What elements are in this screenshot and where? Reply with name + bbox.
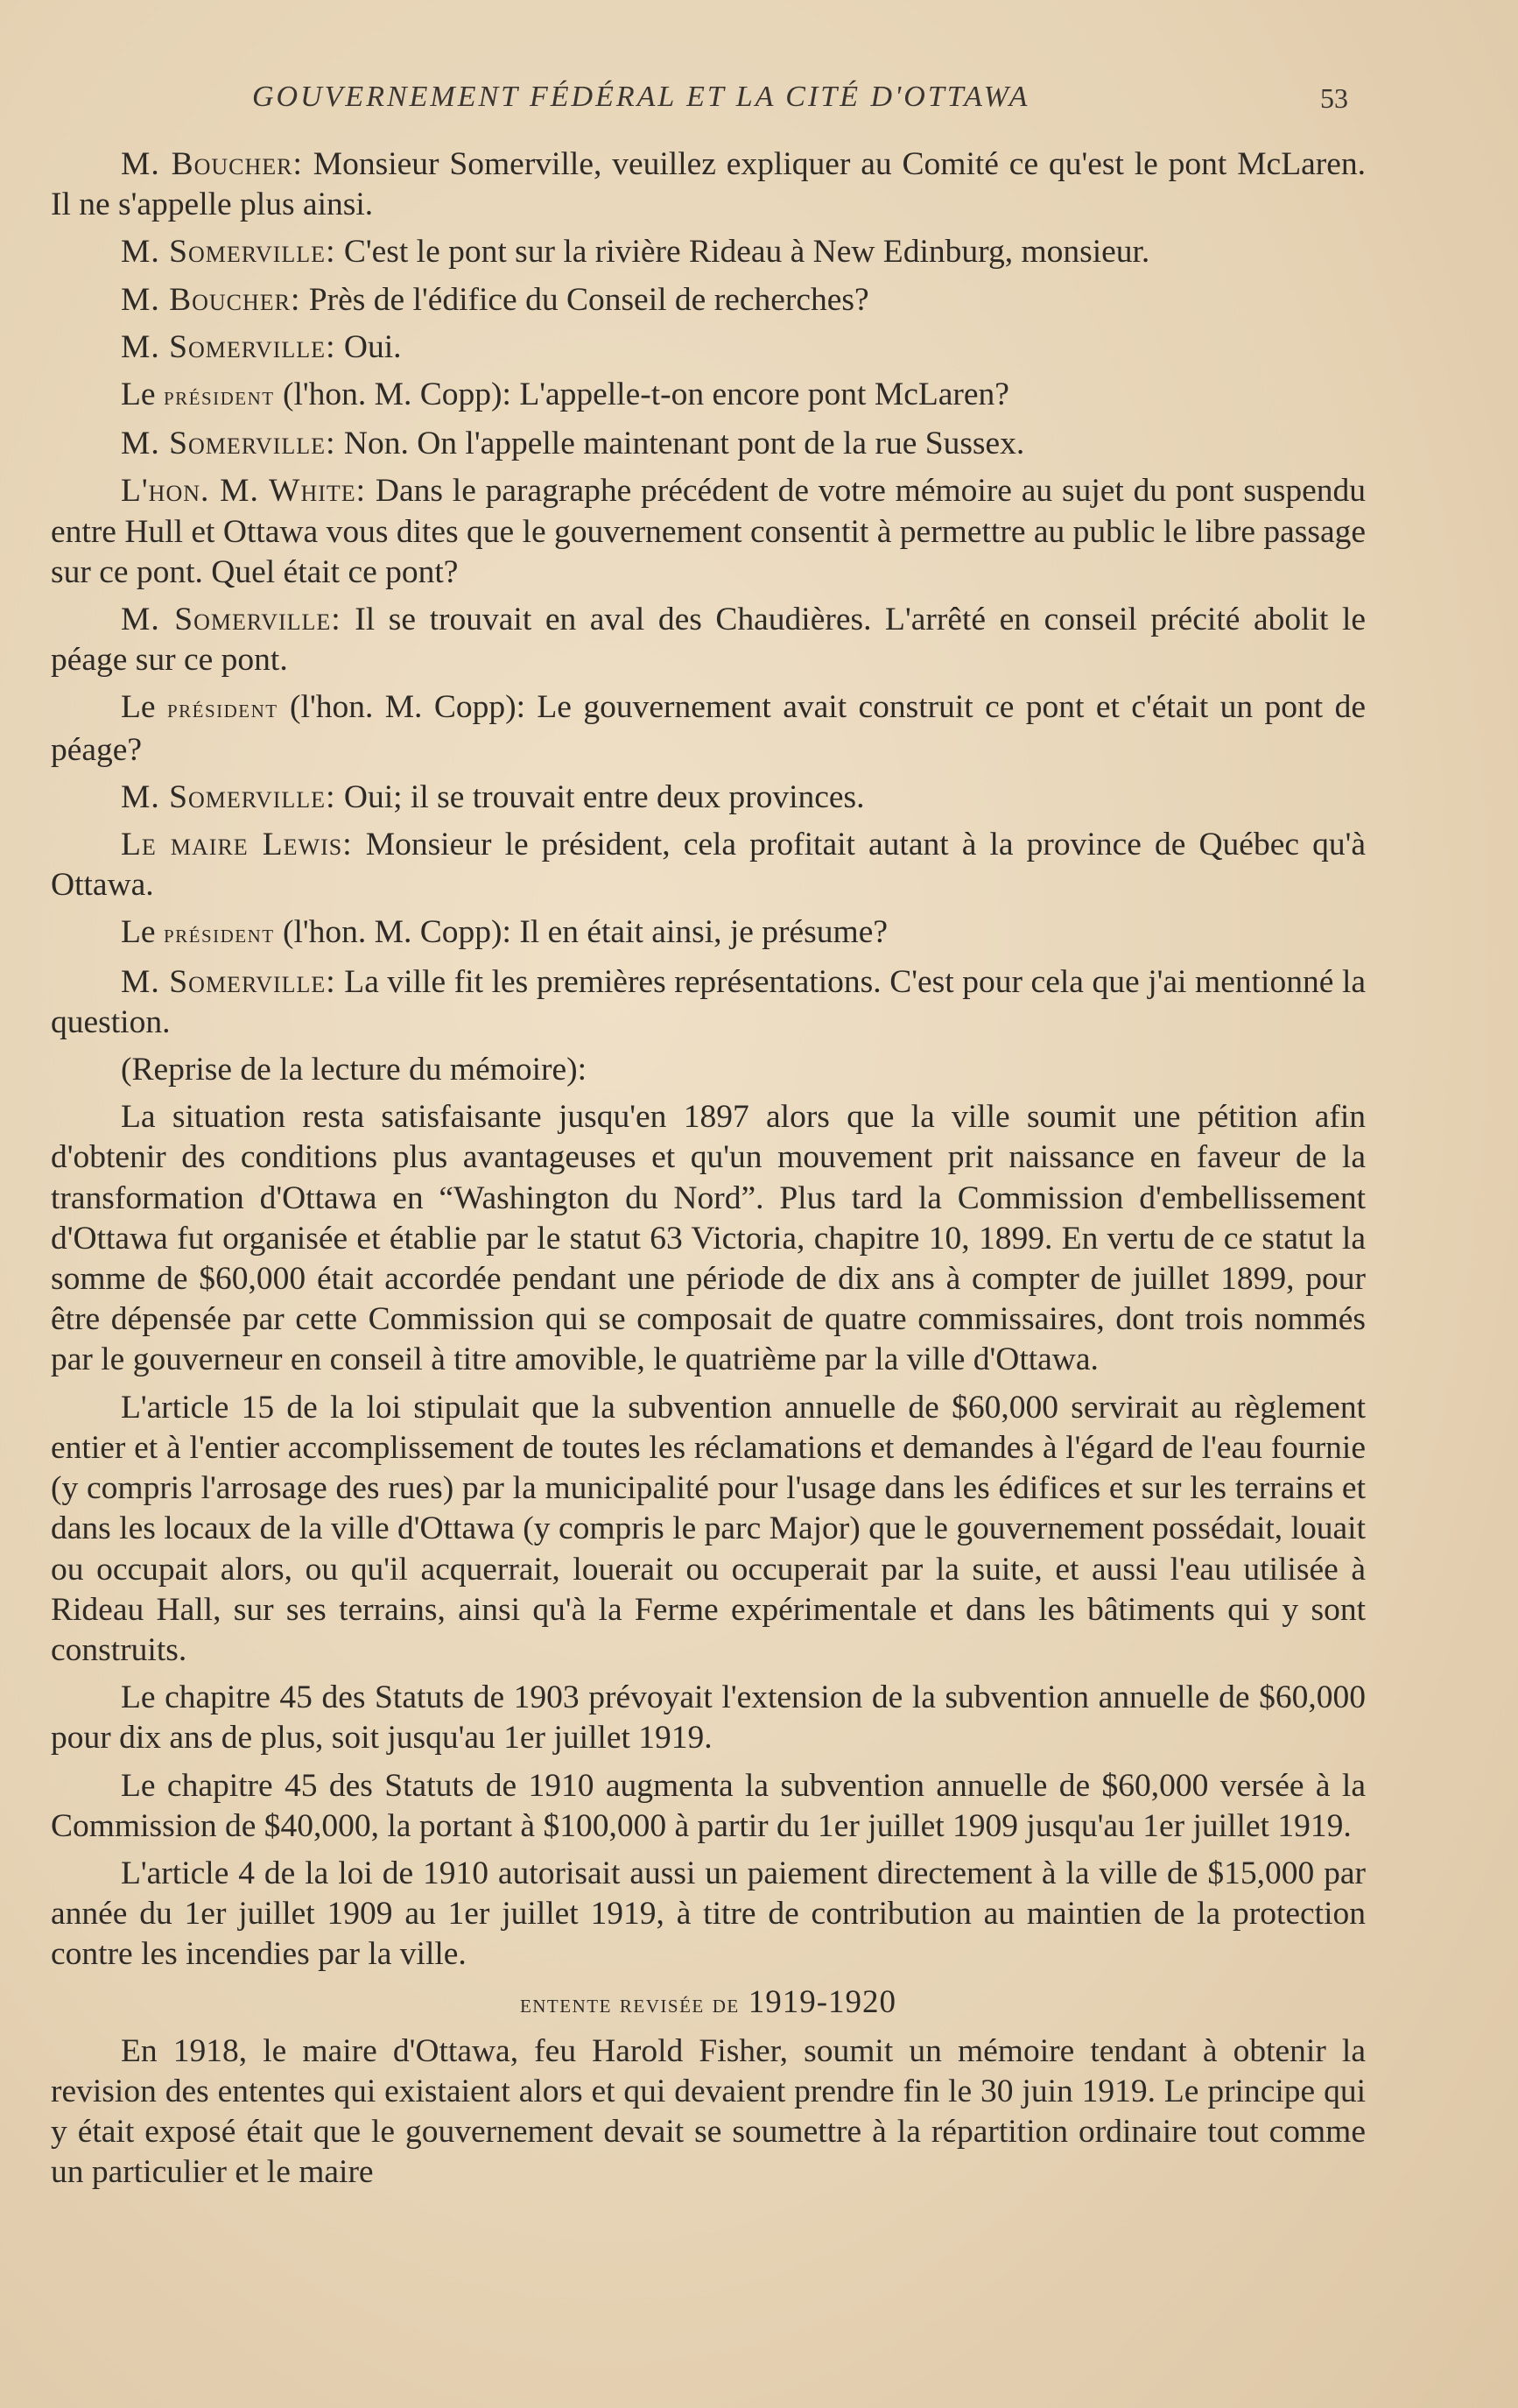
speaker-name: M. Somerville: xyxy=(121,234,336,271)
paragraph-text: (Reprise de la lecture du mémoire): xyxy=(121,1052,587,1088)
speaker-name: M. Somerville: xyxy=(121,963,336,1000)
speaker-title: président xyxy=(163,382,275,412)
paragraph-text: Monsieur le président, cela profitait autant à la province de Québec qu'à Ottawa. xyxy=(51,827,1366,904)
speaker-prefix: Le xyxy=(121,377,156,413)
speaker-suffix: (l'hon. M. Copp): xyxy=(283,914,511,951)
speaker-name: L'hon. M. White: xyxy=(121,473,367,510)
paragraph xyxy=(51,144,1366,225)
paragraph xyxy=(51,232,1366,272)
paragraph xyxy=(51,2031,1366,2193)
paragraph xyxy=(51,327,1366,368)
paragraph xyxy=(51,825,1366,905)
paragraph xyxy=(51,600,1366,680)
paragraph xyxy=(51,1678,1366,1758)
paragraph-text: Monsieur Somerville, veuillez expliquer au Comité ce qu'est le pont McLaren. Il ne s'appelle plus ainsi. xyxy=(51,146,1367,223)
paragraph xyxy=(51,912,1366,954)
speaker-suffix: (l'hon. M. Copp): xyxy=(283,377,511,413)
paragraph-text: L'article 4 de la loi de 1910 autorisait aussi un paiement directement à la ville de $15,000 par année du 1er juillet 1909 au 1er juillet 1919, à titre de contribution au maintien de la protection contre les incendies par la ville. xyxy=(51,1855,1366,1973)
paragraph xyxy=(51,1388,1366,1671)
paragraph-text: Il se trouvait en aval des Chaudières. L'arrêté en conseil précité abolit le péage sur ce pont. xyxy=(51,602,1367,679)
paragraph-text: La situation resta satisfaisante jusqu'en 1897 alors que la ville soumit une pétition afin d'obtenir des conditions plus avantageuses et qu'un mouvement prit naissance en faveur de la transformation d'Ottawa en “Washington du Nord”. Plus tard la Commission d'embellissement d'Ottawa fut organisée et établie par le statut 63 Victoria, chapitre 10, 1899. En vertu de ce statut la somme de $60,000 était accordée pendant une période de dix ans à compter de juillet 1899, pour être dépensée par cette Commission qui se composait de quatre commissaires, dont trois nommés par le gouverneur en conseil à titre amovible, le quatrième par la ville d'Ottawa. xyxy=(51,1099,1366,1378)
speaker-name: M. Somerville: xyxy=(121,328,336,365)
paragraph-text: L'appelle-t-on encore pont McLaren? xyxy=(519,377,1009,413)
paragraph-text: Dans le paragraphe précédent de votre mémoire au sujet du pont suspendu entre Hull et Ottawa vous dites que le gouvernement consentit à permettre au public le libre passage sur ce pont. Quel était ce pont? xyxy=(51,473,1367,590)
paragraph-text: La ville fit les premières représentations. C'est pour cela que j'ai mentionné la question. xyxy=(51,963,1367,1040)
document-body xyxy=(51,144,1366,2200)
paragraph-text: Oui. xyxy=(343,328,402,365)
paragraph-text: En 1918, le maire d'Ottawa, feu Harold Fisher, soumit un mémoire tendant à obtenir la revision des ententes qui existaient alors et qui devaient prendre fin le 30 juin 1919. Le principe qui y était exposé était que le gouvernement devait se soumettre à la répartition ordinaire tout comme un particulier et le maire xyxy=(51,2032,1366,2191)
paragraph-text: Près de l'édifice du Conseil de recherches? xyxy=(308,281,869,318)
paragraph xyxy=(51,424,1366,464)
paragraph xyxy=(51,687,1366,770)
paragraph xyxy=(51,280,1366,320)
paragraph xyxy=(51,375,1366,417)
paragraph xyxy=(51,778,1366,818)
paragraph-text: Le chapitre 45 des Statuts de 1910 augmenta la subvention annuelle de $60,000 versée à la Commission de $40,000, la portant à $100,000 à partir du 1er juillet 1909 jusqu'au 1er juillet 1919. xyxy=(51,1767,1366,1844)
speaker-name: Le maire Lewis: xyxy=(121,827,353,863)
speaker-title: président xyxy=(166,694,278,724)
paragraph xyxy=(51,962,1366,1043)
paragraph-text: Le chapitre 45 des Statuts de 1903 prévoyait l'extension de la subvention annuelle de $60,000 pour dix ans de plus, soit jusqu'au 1er juillet 1919. xyxy=(51,1679,1366,1757)
running-head xyxy=(0,81,1518,124)
speaker-name: M. Somerville: xyxy=(121,778,336,815)
speaker-prefix: Le xyxy=(121,914,156,951)
paragraph-text: Le gouvernement avait construit ce pont et c'était un pont de péage? xyxy=(51,689,1366,768)
paragraph-text: Oui; il se trouvait entre deux provinces. xyxy=(343,778,865,815)
paragraph xyxy=(51,1097,1366,1380)
section-heading-label: entente revisée de xyxy=(519,1989,740,2018)
paragraph-text: Il en était ainsi, je présume? xyxy=(519,914,888,951)
speaker-suffix: (l'hon. M. Copp): xyxy=(290,689,525,726)
speaker-prefix: Le xyxy=(121,689,156,726)
page-number: 53 xyxy=(1320,82,1348,114)
paragraph xyxy=(51,1050,1366,1090)
speaker-name: M. Somerville: xyxy=(121,602,341,638)
paragraph-text: L'article 15 de la loi stipulait que la subvention annuelle de $60,000 servirait au règlement entier et à l'entier accomplissement de toutes les réclamations et demandes à l'égard de l'eau fournie (y compris l'arrosage des rues) par la municipalité pour l'usage dans les édifices et sur les terrains et dans les locaux de la ville d'Ottawa (y compris le parc Major) que le gouvernement possédait, louait ou occupait alors, ou qu'il acquerrait, louerait ou occuperait par la suite, et aussi l'eau utilisée à Rideau Hall, sur ses terrains, ainsi qu'à la Ferme expérimentale et dans les bâtiments qui y sont construits. xyxy=(51,1389,1366,1668)
speaker-name: M. Boucher: xyxy=(121,146,303,182)
paragraph-text: C'est le pont sur la rivière Rideau à New Edinburg, monsieur. xyxy=(343,234,1150,271)
speaker-name: M. Boucher: xyxy=(121,281,301,318)
section-heading-years: 1919-1920 xyxy=(748,1983,897,2020)
paragraph xyxy=(51,1854,1366,1975)
paragraph xyxy=(51,471,1366,593)
section-heading xyxy=(51,1982,1366,2024)
speaker-name: M. Somerville: xyxy=(121,426,336,462)
paragraph xyxy=(51,1766,1366,1847)
paragraph-text: Non. On l'appelle maintenant pont de la rue Sussex. xyxy=(343,426,1025,462)
running-title: GOUVERNEMENT FÉDÉRAL ET LA CITÉ D'OTTAWA xyxy=(252,81,1030,113)
speaker-title: président xyxy=(163,919,275,949)
